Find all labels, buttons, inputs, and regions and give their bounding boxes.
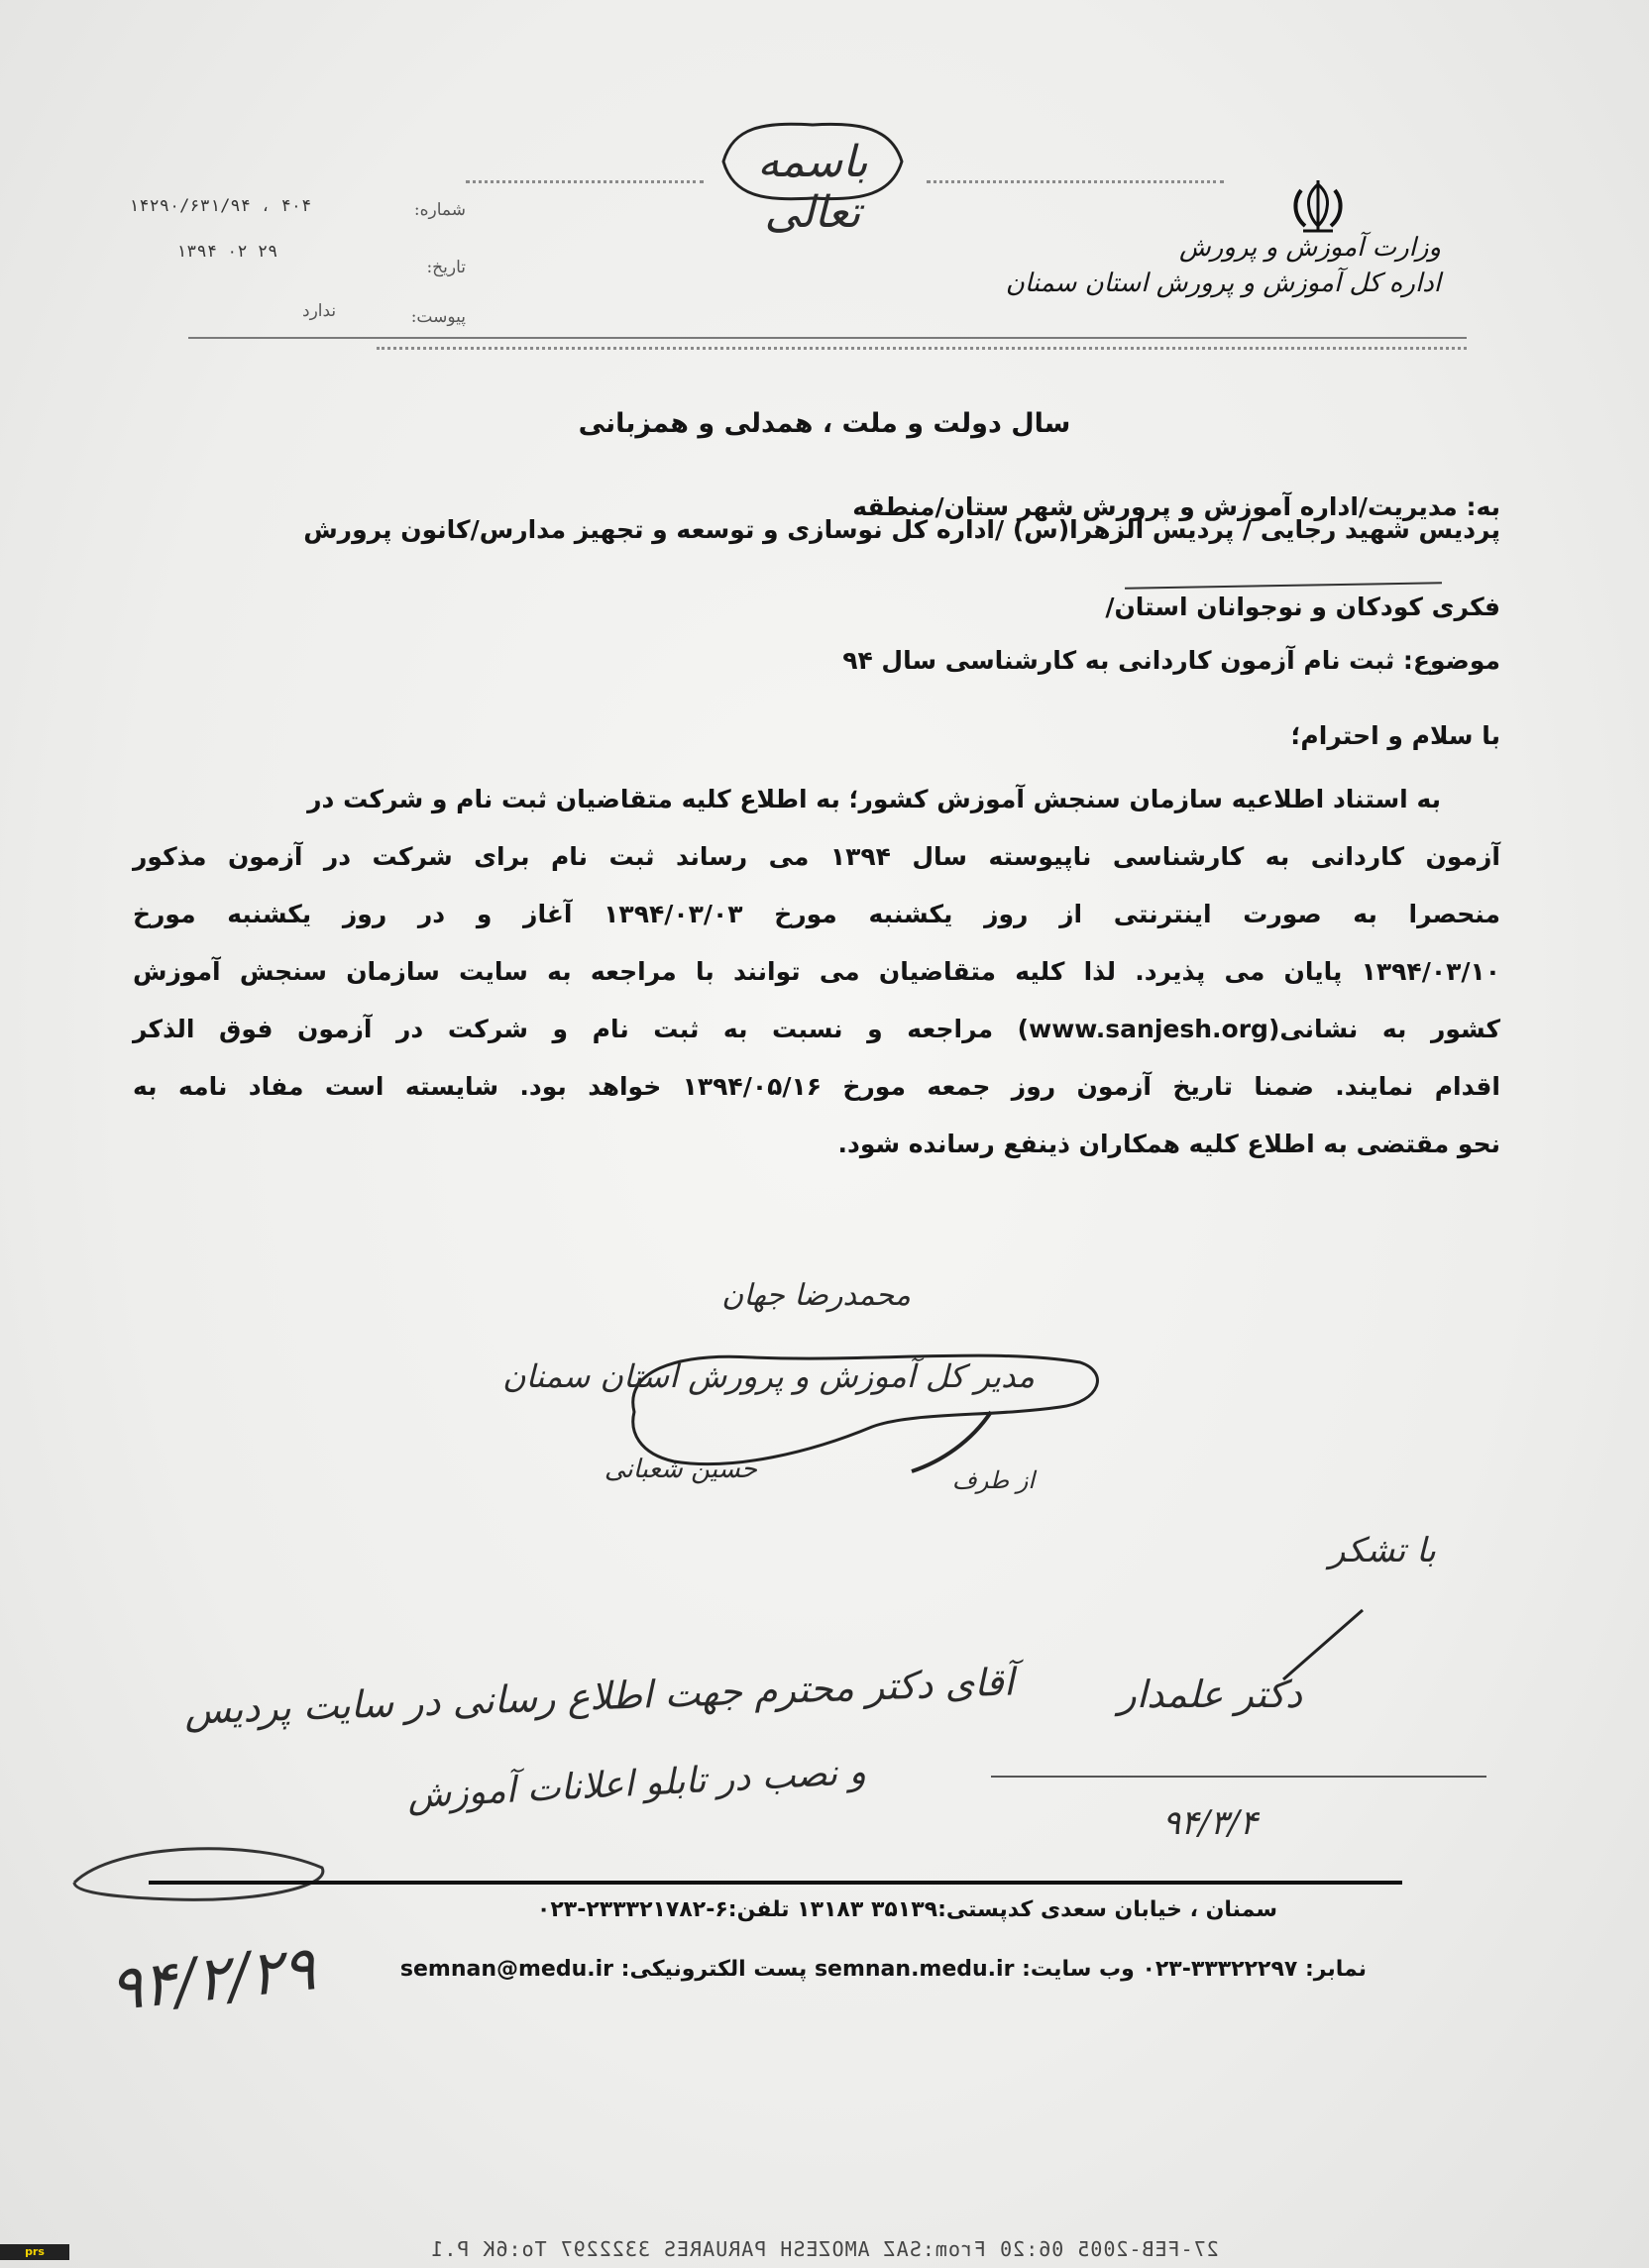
handwritten-signature: دکتر علمدار <box>1118 1673 1302 1716</box>
handwritten-date: ۹۴/۳/۴ <box>1162 1803 1258 1843</box>
underline-rule <box>991 1776 1486 1778</box>
date-label: تاریخ: <box>426 258 466 277</box>
scribble-icon <box>55 1828 352 1917</box>
body-line: ۱۳۹۴/۰۳/۱۰ پایان می پذیرد. لذا کلیه متقاضیان می توانند با مراجعه به سایت سازمان سنجش آموزش <box>133 957 1500 986</box>
signature-name: محمدرضا جهان <box>721 1278 911 1313</box>
addressee-line1: به: مدیریت/اداره آموزش و پرورش شهر ستان/منطقه <box>852 492 1500 521</box>
year-motto: سال دولت و ملت ، همدلی و همزبانی <box>578 408 1071 439</box>
header-divider-dots <box>377 347 1467 350</box>
body-line: اقدام نمایند. ضمنا تاریخ آزمون روز جمعه مورخ ۱۳۹۴/۰۵/۱۶ خواهد بود. شایسته است مفاد نامه به <box>133 1072 1500 1101</box>
ministry-line2: اداره کل آموزش و پرورش استان سمنان <box>1005 269 1441 298</box>
body-line: به استناد اطلاعیه سازمان سنجش آموزش کشور؛ به اطلاع کلیه متقاضیان ثبت نام و شرکت در <box>307 785 1441 813</box>
number-label: شماره: <box>413 200 466 220</box>
ornament-left <box>466 180 704 183</box>
attachment-label: پیوست: <box>410 307 466 327</box>
iran-emblem-icon <box>1283 176 1353 236</box>
body-line: آزمون کاردانی به کارشناسی ناپیوسته سال ۱۳۹۴ می رساند ثبت نام برای شرکت در آزمون مذکور <box>133 842 1500 871</box>
ornament-right <box>927 180 1224 183</box>
footer-rule <box>149 1881 1402 1885</box>
handwritten-underline <box>1125 582 1442 590</box>
footer-address: سمنان ، خیابان سعدی کدپستی:۳۵۱۳۹ ۱۳۱۸۳ تلفن:۶-۲۳۳۳۲۱۷۸۲-۰۲۳ <box>536 1897 1277 1922</box>
body-line: کشور به نشانی(www.sanjesh.org) مراجعه و نسبت به ثبت نام و شرکت در آزمون فوق الذکر <box>133 1015 1501 1043</box>
subject-line: موضوع: ثبت نام آزمون کاردانی به کارشناسی سال ۹۴ <box>842 646 1500 675</box>
handwritten-date-stamp: ۹۴/۲/۲۹ <box>105 1931 319 2025</box>
greeting: با سلام و احترام؛ <box>1290 721 1500 750</box>
body-line: منحصرا به صورت اینترنتی از روز یکشنبه مورخ ۱۳۹۴/۰۳/۰۳ آغاز و در روز یکشنبه مورخ <box>133 900 1500 928</box>
handwritten-referral-2: و نصب در تابلو اعلانات آموزش <box>406 1751 867 1817</box>
body-paragraph <box>133 771 1500 1173</box>
handwritten-referral: آقای دکتر محترم جهت اطلاع رسانی در سایت پردیس <box>183 1660 1016 1733</box>
footer-contact: نمابر: ۳۳۳۲۲۲۹۷-۰۲۳ وب سایت: semnan.medu.ir پست الکترونیکی: semnan@medu.ir <box>399 1957 1367 1982</box>
bismillah: باسمه تعالی <box>757 137 868 238</box>
ministry-line1: وزارت آموزش و پرورش <box>1178 233 1441 263</box>
number-value: ۱۴۲۹۰/۶۳۱/۹۴ ، ۴۰۴ <box>129 196 312 216</box>
watermark-badge: prs <box>0 2244 69 2260</box>
header-divider <box>188 337 1467 339</box>
date-value: ۱۳۹۴ ۰۲ ۲۹ <box>176 242 278 262</box>
ministry-heading <box>1006 230 1441 301</box>
addressee-line3: فکری کودکان و نوجوانان استان/ <box>1105 593 1500 621</box>
body-line: نحو مقتضی به اطلاع کلیه همکاران ذینفع رسانده شود. <box>837 1130 1500 1158</box>
addressee-line2: پردیس شهید رجایی / پردیس الزهرا(س) /اداره کل نوسازی و توسعه و تجهیز مدارس/کانون پرورش <box>303 515 1500 544</box>
attachment-value: ندارد <box>302 301 337 321</box>
on-behalf: از طرف <box>951 1466 1035 1494</box>
signer-name: حسین شعبانی <box>604 1455 757 1484</box>
signature-title: مدیر کل آموزش و پرورش استان سمنان <box>502 1357 1035 1395</box>
fax-header: 27-FEB-2005 06:20 From:SAZ AMOZESH PARUARES 3322297 To:6K P.1 <box>430 2237 1219 2261</box>
handwritten-note: با تشکر <box>1329 1531 1436 1570</box>
